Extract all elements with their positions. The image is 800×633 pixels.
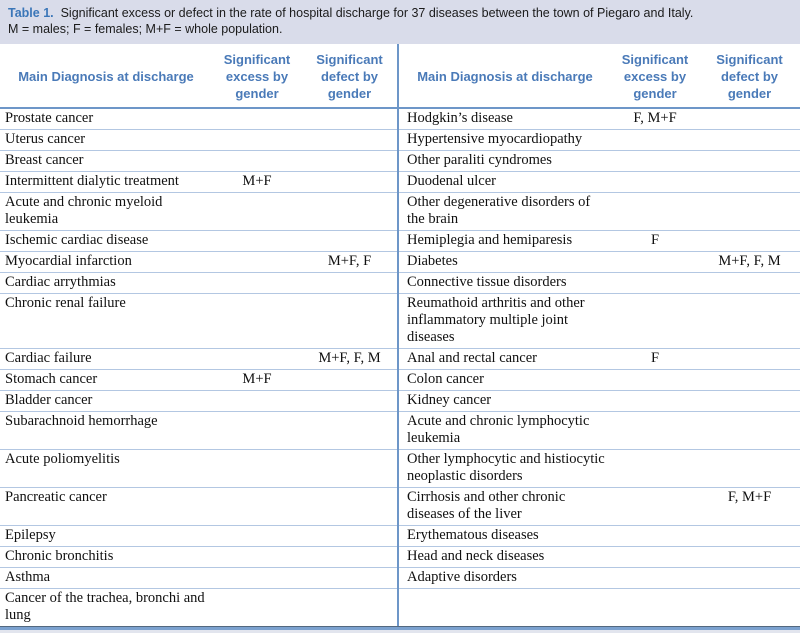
left-diagnosis-cell: Chronic bronchitis	[0, 547, 212, 568]
right-defect-cell	[699, 568, 800, 589]
table-body	[0, 108, 800, 626]
left-excess-cell	[212, 273, 302, 294]
right-excess-cell	[611, 252, 699, 273]
left-defect-cell	[302, 370, 398, 391]
left-excess-cell: M+F	[212, 172, 302, 193]
left-defect-cell	[302, 172, 398, 193]
right-defect-cell	[699, 589, 800, 627]
left-diagnosis-cell: Acute poliomyelitis	[0, 450, 212, 488]
left-diagnosis-cell: Cardiac failure	[0, 349, 212, 370]
left-defect-cell	[302, 568, 398, 589]
left-defect-cell	[302, 231, 398, 252]
left-diagnosis-cell: Epilepsy	[0, 526, 212, 547]
right-defect-cell	[699, 193, 800, 231]
left-excess-cell	[212, 450, 302, 488]
right-defect-cell	[699, 108, 800, 130]
left-diagnosis-cell: Ischemic cardiac disease	[0, 231, 212, 252]
left-defect-cell	[302, 589, 398, 627]
right-diagnosis-cell: Acute and chronic lymphocytic leukemia	[398, 412, 611, 450]
header-left-excess: Significant excess by gender	[212, 44, 302, 108]
right-diagnosis-cell: Other degenerative disorders of the brain	[398, 193, 611, 231]
right-diagnosis-cell: Adaptive disorders	[398, 568, 611, 589]
left-defect-cell	[302, 130, 398, 151]
left-defect-cell: M+F, F, M	[302, 349, 398, 370]
table-row	[0, 450, 800, 488]
table-row	[0, 412, 800, 450]
header-right-diagnosis: Main Diagnosis at discharge	[398, 44, 611, 108]
right-excess-cell	[611, 370, 699, 391]
header-left-defect: Significant defect by gender	[302, 44, 398, 108]
disease-table	[0, 44, 800, 626]
left-diagnosis-cell: Breast cancer	[0, 151, 212, 172]
left-diagnosis-cell: Cancer of the trachea, bronchi and lung	[5, 590, 205, 623]
right-excess-cell	[611, 130, 699, 151]
right-diagnosis-cell: Hypertensive myocardiopathy	[398, 130, 611, 151]
left-defect-cell	[302, 488, 398, 526]
left-excess-cell	[212, 391, 302, 412]
right-diagnosis-cell: Anal and rectal cancer	[398, 349, 611, 370]
header-right-defect: Significant defect by gender	[699, 44, 800, 108]
right-defect-cell	[699, 412, 800, 450]
caption-sentence: Significant excess or defect in the rate of hospital discharge for 37 diseases between the town of Piegaro and Italy.	[60, 6, 694, 20]
right-defect-cell	[699, 349, 800, 370]
right-excess-cell	[611, 568, 699, 589]
right-defect-cell	[699, 391, 800, 412]
right-excess-cell	[611, 488, 699, 526]
table-row	[0, 526, 800, 547]
table-row	[0, 547, 800, 568]
left-excess-cell	[212, 488, 302, 526]
right-excess-cell	[611, 391, 699, 412]
left-diagnosis-cell: Stomach cancer	[0, 370, 212, 391]
left-excess-cell	[212, 130, 302, 151]
right-diagnosis-cell: Hemiplegia and hemiparesis	[398, 231, 611, 252]
right-diagnosis-cell: Head and neck diseases	[398, 547, 611, 568]
table-row	[0, 370, 800, 391]
left-defect-cell	[302, 547, 398, 568]
right-defect-cell	[699, 172, 800, 193]
table-row	[0, 568, 800, 589]
header-left-diagnosis: Main Diagnosis at discharge	[0, 44, 212, 108]
right-excess-cell: F, M+F	[611, 108, 699, 130]
table-row	[0, 488, 800, 526]
left-defect-cell	[302, 526, 398, 547]
right-diagnosis-cell: Duodenal ulcer	[398, 172, 611, 193]
left-diagnosis-cell: Cardiac arrythmias	[0, 273, 212, 294]
header-row	[0, 44, 800, 108]
right-diagnosis-cell: Kidney cancer	[398, 391, 611, 412]
table-row	[0, 589, 800, 627]
right-excess-cell	[611, 172, 699, 193]
right-diagnosis-cell: Other lymphocytic and histiocytic neoplastic disorders	[398, 450, 611, 488]
right-defect-cell	[699, 231, 800, 252]
table-row	[0, 130, 800, 151]
table-row	[0, 273, 800, 294]
caption-line1	[8, 5, 791, 21]
right-defect-cell	[699, 370, 800, 391]
right-excess-cell	[611, 151, 699, 172]
left-diagnosis-cell: Subarachnoid hemorrhage	[0, 412, 212, 450]
left-diagnosis-cell: Asthma	[0, 568, 212, 589]
right-excess-cell	[611, 294, 699, 349]
table-row	[0, 151, 800, 172]
right-excess-cell	[611, 589, 699, 627]
right-excess-cell	[611, 547, 699, 568]
right-defect-cell: M+F, F, M	[699, 252, 800, 273]
left-defect-cell	[302, 151, 398, 172]
right-excess-cell	[611, 273, 699, 294]
header-right-excess: Significant excess by gender	[611, 44, 699, 108]
right-diagnosis-cell: Cirrhosis and other chronic diseases of the liver	[398, 488, 611, 526]
left-excess-cell	[212, 108, 302, 130]
left-diagnosis-cell: Myocardial infarction	[0, 252, 212, 273]
right-diagnosis-cell	[398, 589, 611, 627]
right-defect-cell	[699, 450, 800, 488]
table-caption	[0, 0, 800, 44]
right-defect-cell	[699, 130, 800, 151]
table-row	[0, 231, 800, 252]
right-defect-cell	[699, 273, 800, 294]
left-excess-cell	[212, 589, 302, 627]
right-diagnosis-cell: Other paraliti cyndromes	[398, 151, 611, 172]
left-defect-cell	[302, 391, 398, 412]
table-row	[0, 349, 800, 370]
right-excess-cell	[611, 193, 699, 231]
table-row	[0, 193, 800, 231]
right-diagnosis-cell: Colon cancer	[398, 370, 611, 391]
right-defect-cell	[699, 151, 800, 172]
left-excess-cell	[212, 568, 302, 589]
table-row	[0, 294, 800, 349]
right-excess-cell	[611, 450, 699, 488]
left-excess-cell	[212, 547, 302, 568]
right-diagnosis-cell: Erythematous diseases	[398, 526, 611, 547]
left-diagnosis-cell: Chronic renal failure	[0, 294, 212, 349]
right-defect-cell	[699, 547, 800, 568]
left-defect-cell	[302, 273, 398, 294]
left-defect-cell	[302, 412, 398, 450]
table-row	[0, 252, 800, 273]
right-defect-cell	[699, 294, 800, 349]
left-excess-cell	[212, 294, 302, 349]
left-defect-cell	[302, 193, 398, 231]
left-diagnosis-cell: Uterus cancer	[0, 130, 212, 151]
right-excess-cell	[611, 526, 699, 547]
table-row	[0, 391, 800, 412]
table-row	[0, 172, 800, 193]
left-excess-cell	[212, 412, 302, 450]
left-defect-cell	[302, 294, 398, 349]
caption-legend: M = males; F = females; M+F = whole population.	[8, 22, 283, 36]
left-defect-cell: M+F, F	[302, 252, 398, 273]
left-excess-cell	[212, 193, 302, 231]
left-excess-cell	[212, 231, 302, 252]
right-defect-cell	[699, 526, 800, 547]
left-diagnosis-cell: Prostate cancer	[0, 108, 212, 130]
right-defect-cell: F, M+F	[699, 488, 800, 526]
right-diagnosis-cell: Connective tissue disorders	[398, 273, 611, 294]
left-excess-cell	[212, 526, 302, 547]
left-excess-cell	[212, 252, 302, 273]
right-diagnosis-cell: Diabetes	[398, 252, 611, 273]
table-number-label: Table 1.	[8, 6, 54, 20]
left-excess-cell	[212, 349, 302, 370]
right-excess-cell: F	[611, 349, 699, 370]
right-excess-cell	[611, 412, 699, 450]
right-diagnosis-cell: Reumathoid arthritis and other inflammatory multiple joint diseases	[398, 294, 611, 349]
right-excess-cell: F	[611, 231, 699, 252]
table-row	[0, 108, 800, 130]
left-diagnosis-cell: Acute and chronic myeloid leukemia	[0, 193, 212, 231]
left-diagnosis-cell: Bladder cancer	[0, 391, 212, 412]
left-defect-cell	[302, 108, 398, 130]
left-excess-cell	[212, 151, 302, 172]
left-excess-cell: M+F	[212, 370, 302, 391]
left-diagnosis-cell: Intermittent dialytic treatment	[0, 172, 212, 193]
table-header	[0, 44, 800, 108]
left-defect-cell	[302, 450, 398, 488]
right-diagnosis-cell: Hodgkin’s disease	[398, 108, 611, 130]
left-diagnosis-cell: Pancreatic cancer	[0, 488, 212, 526]
